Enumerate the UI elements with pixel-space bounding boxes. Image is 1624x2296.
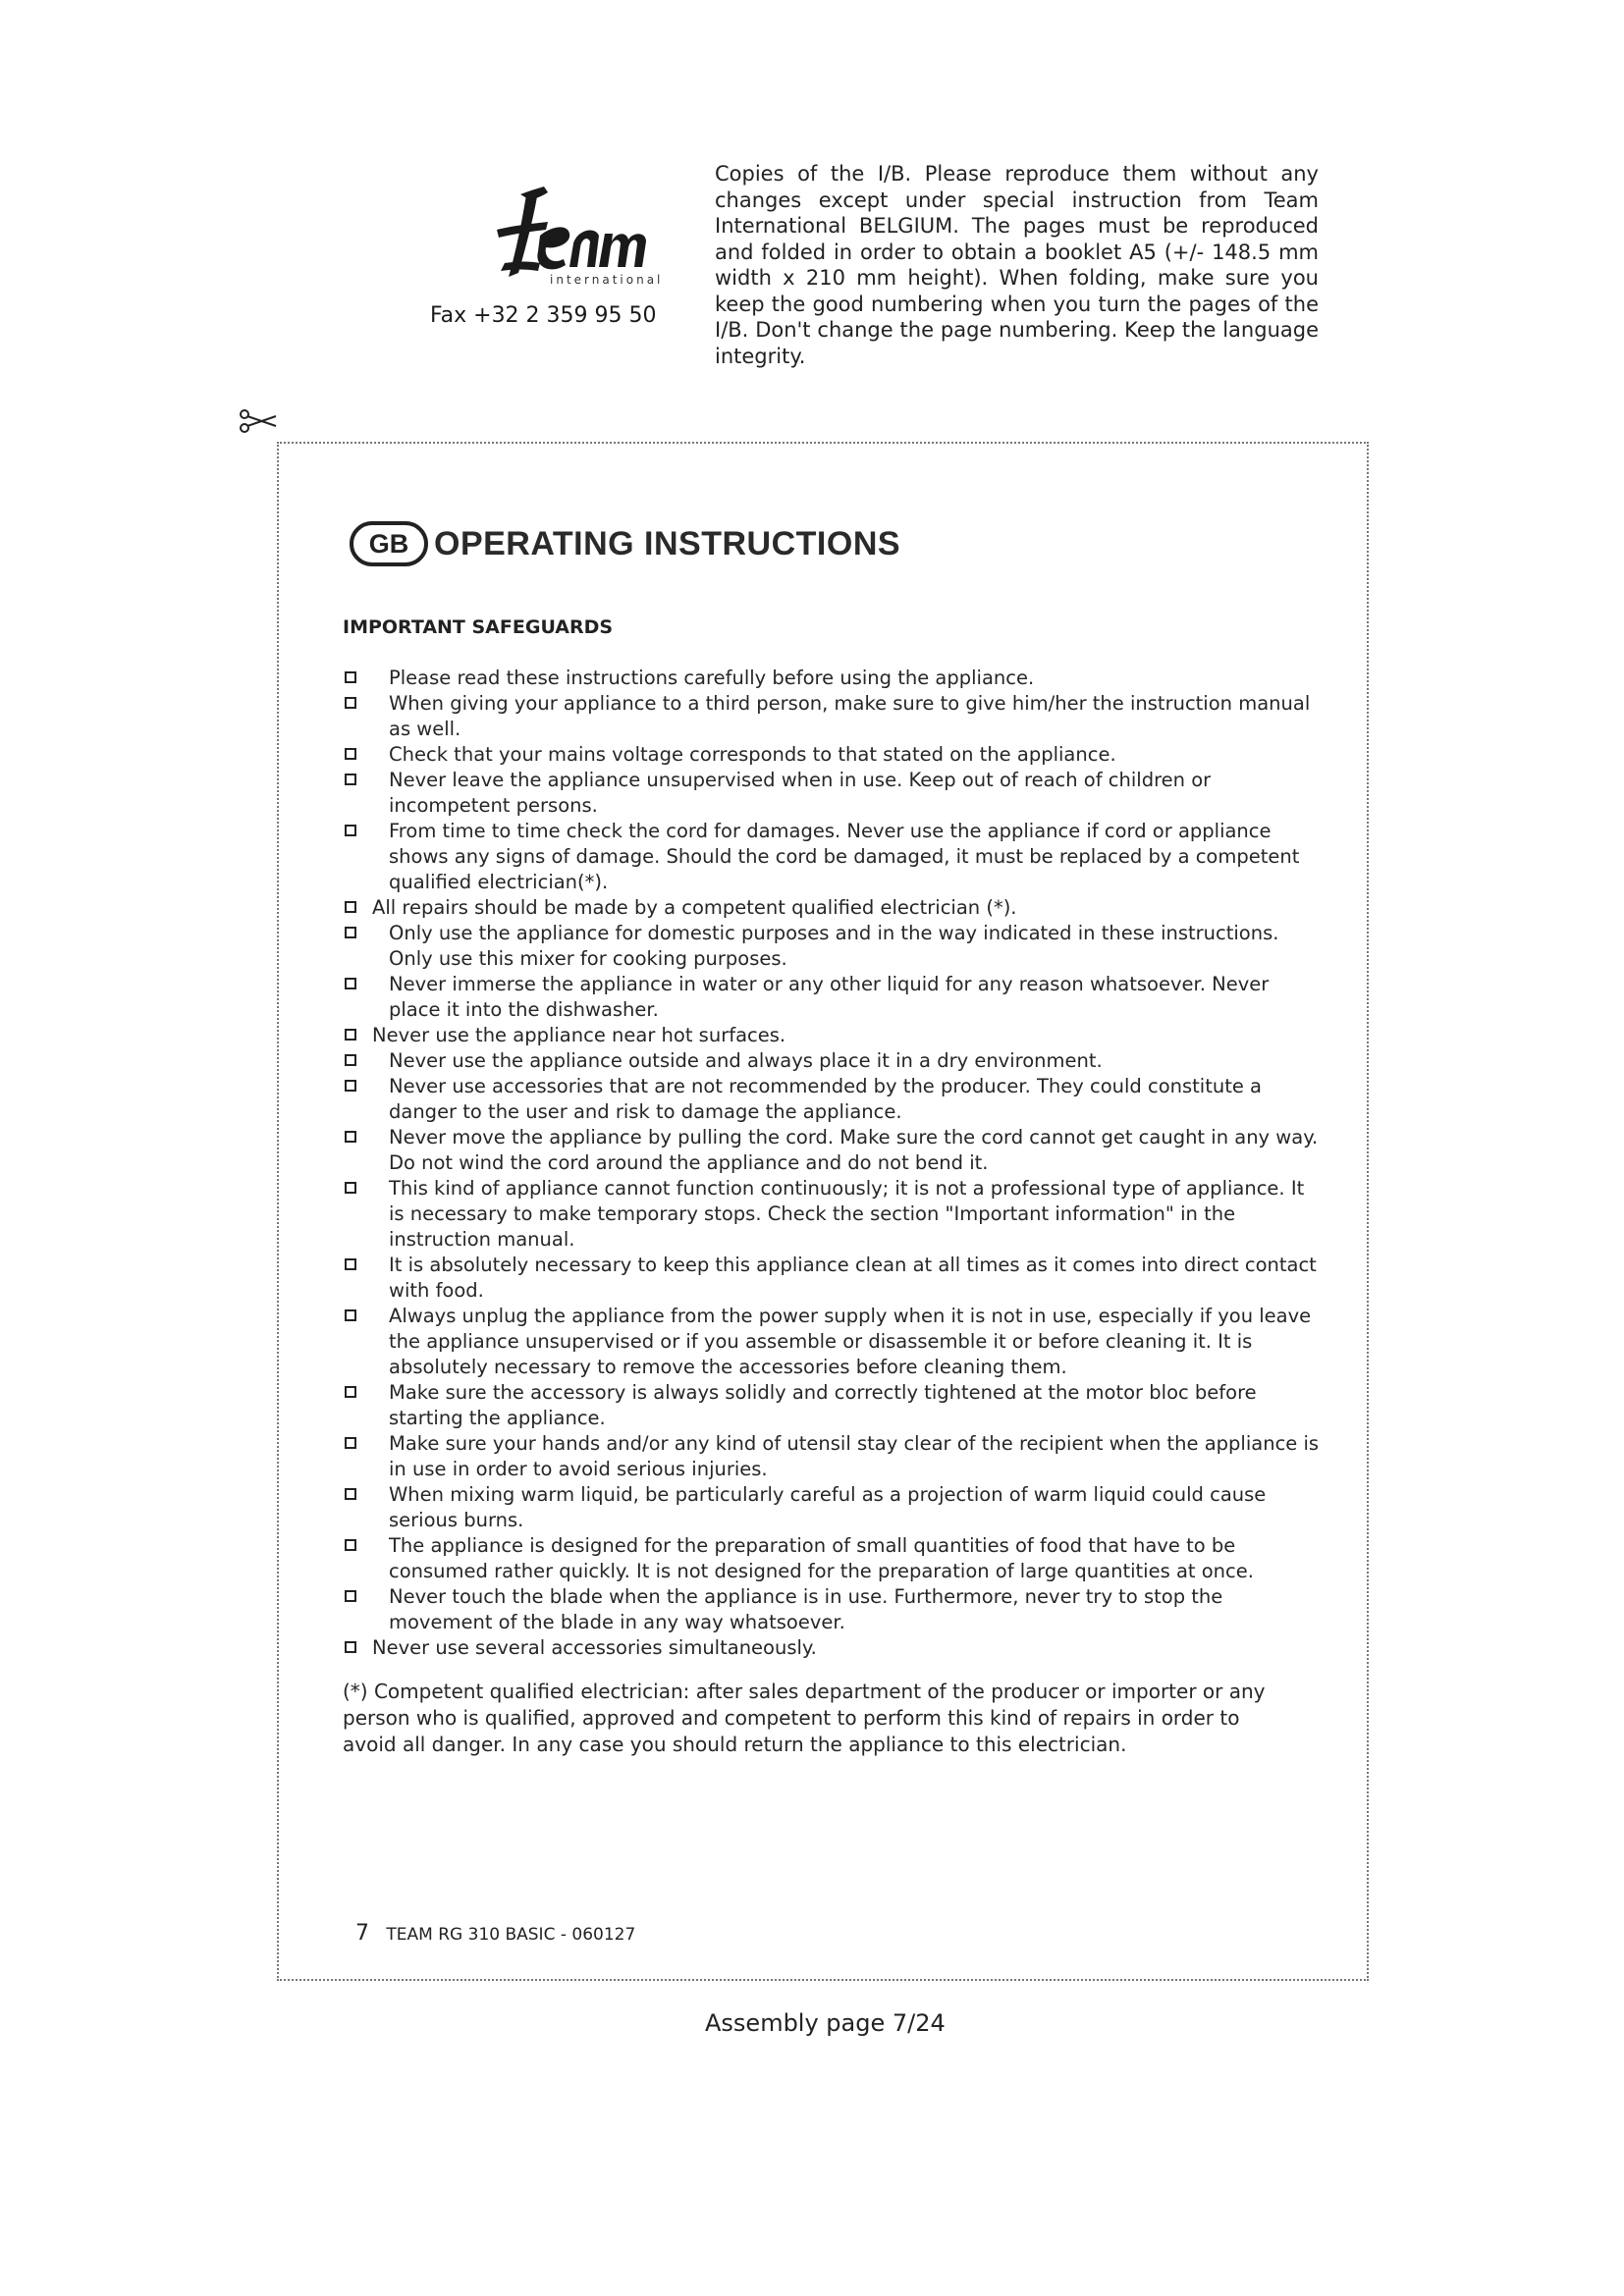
team-international-logo	[461, 177, 687, 304]
copies-note: Copies of the I/B. Please reproduce them without any changes except under special instruction from Team International BELGIUM. The pages must be reproduced and folded in order to obtain a booklet A5 (+/- 148.5 mm width x 210 mm height). When folding, make sure you keep the good numbering when you turn the pages of the I/B. Don't change the page numbering. Keep the language integrity.	[715, 162, 1319, 368]
checkbox-icon	[345, 978, 356, 989]
checkbox-icon	[345, 697, 356, 709]
list-item: Never immerse the appliance in water or any other liquid for any reason whatsoever. Never place it into the dishwasher.	[340, 972, 1322, 1023]
list-item: Never touch the blade when the appliance is in use. Furthermore, never try to stop the movement of the blade in any way whatsoever.	[340, 1584, 1322, 1635]
model-code: TEAM RG 310 BASIC - 060127	[386, 1925, 636, 1945]
list-item: Never use the appliance near hot surfaces.	[340, 1023, 1322, 1048]
list-item: Never use the appliance outside and always place it in a dry environment.	[340, 1048, 1322, 1074]
list-item: Always unplug the appliance from the power supply when it is not in use, especially if you leave the appliance unsupervised or if you assemble or disassemble it or before cleaning it. It is absolutely necessary to remove the accessories before cleaning them.	[340, 1304, 1322, 1380]
list-item: Make sure the accessory is always solidly and correctly tightened at the motor bloc before starting the appliance.	[340, 1380, 1322, 1431]
list-item: Make sure your hands and/or any kind of utensil stay clear of the recipient when the appliance is in use in order to avoid serious injuries.	[340, 1431, 1322, 1482]
safeguards-list	[340, 666, 1322, 1661]
checkbox-icon	[345, 1539, 356, 1551]
list-item: This kind of appliance cannot function continuously; it is not a professional type of appliance. It is necessary to make temporary stops. Check the section "Important information" in the instruction manual.	[340, 1176, 1322, 1253]
checkbox-icon	[345, 1054, 356, 1066]
checkbox-icon	[345, 1641, 356, 1653]
checkbox-icon	[345, 1182, 356, 1194]
checkbox-icon	[345, 1029, 356, 1041]
checkbox-icon	[345, 825, 356, 836]
list-item: All repairs should be made by a competent qualified electrician (*).	[340, 895, 1322, 921]
page-title	[350, 518, 900, 569]
checkbox-icon	[345, 1131, 356, 1143]
checkbox-icon	[345, 1437, 356, 1449]
list-item: Never move the appliance by pulling the cord. Make sure the cord cannot get caught in any way. Do not wind the cord around the appliance and do not bend it.	[340, 1125, 1322, 1176]
checkbox-icon	[345, 1258, 356, 1270]
list-item: Only use the appliance for domestic purposes and in the way indicated in these instructions. Only use this mixer for cooking purposes.	[340, 921, 1322, 972]
checkbox-icon	[345, 774, 356, 785]
page-footer	[355, 1921, 635, 1946]
checkbox-icon	[345, 671, 356, 683]
list-item: When mixing warm liquid, be particularly careful as a projection of warm liquid could cause serious burns.	[340, 1482, 1322, 1533]
assembly-page-label: Assembly page 7/24	[705, 2009, 946, 2037]
list-item: Check that your mains voltage corresponds to that stated on the appliance.	[340, 742, 1322, 768]
checkbox-icon	[345, 901, 356, 913]
safeguards-heading: IMPORTANT SAFEGUARDS	[343, 616, 614, 638]
list-item: Please read these instructions carefully before using the appliance.	[340, 666, 1322, 691]
list-item: Never leave the appliance unsupervised when in use. Keep out of reach of children or incompetent persons.	[340, 768, 1322, 819]
checkbox-icon	[345, 1590, 356, 1602]
list-item: Never use several accessories simultaneously.	[340, 1635, 1322, 1661]
scissors-icon	[239, 406, 278, 436]
checkbox-icon	[345, 1080, 356, 1092]
list-item: It is absolutely necessary to keep this appliance clean at all times as it comes into direct contact with food.	[340, 1253, 1322, 1304]
checkbox-icon	[345, 1488, 356, 1500]
checkbox-icon	[345, 748, 356, 760]
list-item: From time to time check the cord for damages. Never use the appliance if cord or appliance shows any signs of damage. Should the cord be damaged, it must be replaced by a competent qualified electrician(*).	[340, 819, 1322, 895]
language-badge: GB	[350, 521, 428, 566]
title-text: OPERATING INSTRUCTIONS	[434, 524, 901, 562]
checkbox-icon	[345, 1309, 356, 1321]
logo-text: international	[550, 273, 664, 287]
page-number: 7	[355, 1921, 369, 1946]
electrician-footnote: (*) Competent qualified electrician: after sales department of the producer or importer or any person who is qualified, approved and competent to perform this kind of repairs in order to avoid all danger. In any case you should return the appliance to this electrician.	[343, 1680, 1266, 1756]
list-item: Never use accessories that are not recommended by the producer. They could constitute a danger to the user and risk to damage the appliance.	[340, 1074, 1322, 1125]
fax-number: Fax +32 2 359 95 50	[430, 303, 657, 328]
list-item: When giving your appliance to a third person, make sure to give him/her the instruction manual as well.	[340, 691, 1322, 742]
checkbox-icon	[345, 1386, 356, 1398]
checkbox-icon	[345, 927, 356, 938]
list-item: The appliance is designed for the preparation of small quantities of food that have to be consumed rather quickly. It is not designed for the preparation of large quantities at once.	[340, 1533, 1322, 1584]
